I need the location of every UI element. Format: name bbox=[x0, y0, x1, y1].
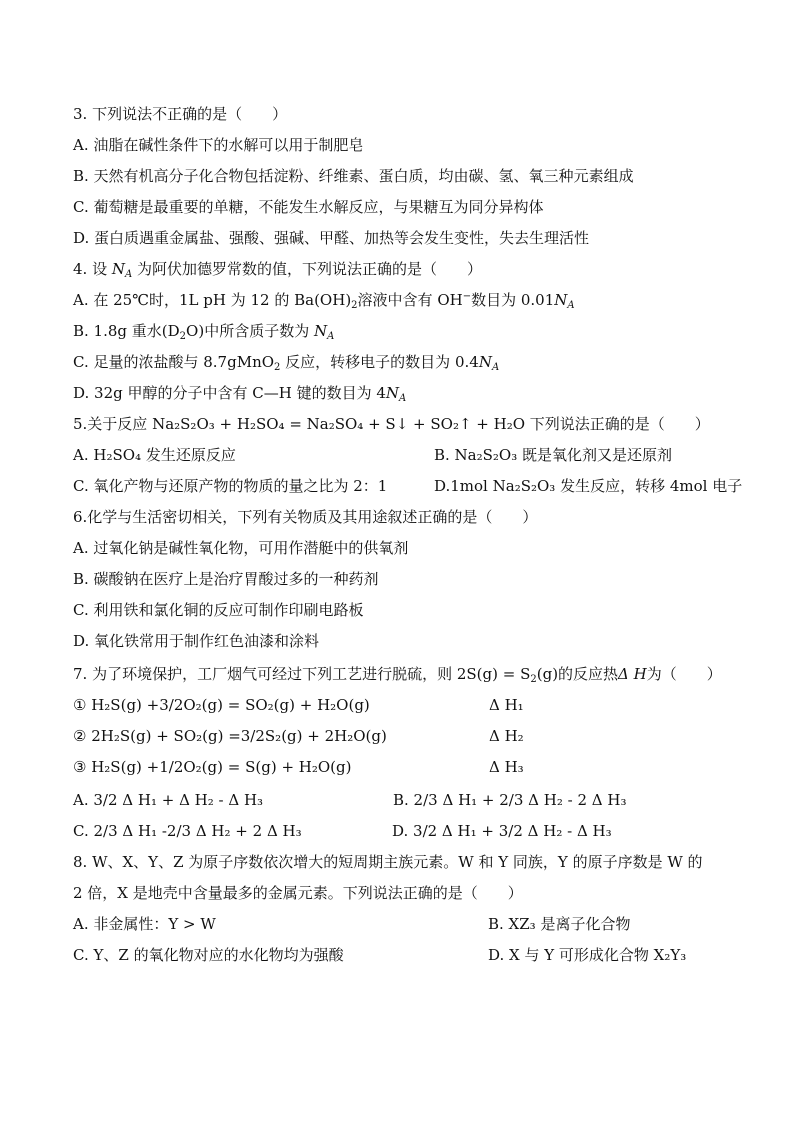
q7-option-c: C. 2/3 Δ H₁ -2/3 Δ H₂ + 2 Δ H₃ bbox=[73, 822, 302, 840]
q7-option-d: D. 3/2 Δ H₁ + 3/2 Δ H₂ - Δ H₃ bbox=[392, 822, 612, 840]
q4-option-c: C. 足量的浓盐酸与 8.7gMnO$_2$ 反应，转移电子的数目为 $0.4N_A$ bbox=[73, 353, 500, 373]
q7-option-a: A. 3/2 Δ H₁ + Δ H₂ - Δ H₃ bbox=[73, 791, 264, 809]
na-subscript: A bbox=[491, 362, 500, 373]
q4-a-part1: A. 在 25℃时，1L pH 为 12 的 Ba(OH) bbox=[73, 291, 352, 309]
q4-option-a: A. 在 25℃时，1L pH 为 12 的 $Ba(OH)_2$溶液中含有 OH−数目为 $0.01N_A$ bbox=[73, 291, 575, 311]
q7-delta-h2: Δ H₂ bbox=[489, 727, 524, 745]
q3-option-b: B. 天然有机高分子化合物包括淀粉、纤维素、蛋白质，均由碳、氢、氧三种元素组成 bbox=[73, 167, 634, 185]
q7-delta-h: Δ H bbox=[618, 665, 647, 683]
q5-option-a: A. H₂SO₄ 发生还原反应 bbox=[73, 446, 236, 464]
q4-option-d bbox=[73, 383, 406, 403]
q5-option-d: D.1mol Na₂S₂O₃ 发生反应，转移 4mol 电子 bbox=[434, 477, 743, 495]
na-symbol: N bbox=[385, 384, 400, 402]
na-symbol: N bbox=[554, 291, 568, 309]
q3-option-d: D. 蛋白质遇重金属盐、强酸、强碱、甲醛、加热等会发生变性，失去生理活性 bbox=[73, 229, 590, 247]
q4-stem-part1: 4. 设 bbox=[73, 260, 112, 278]
na-subscript: A bbox=[399, 393, 407, 404]
q8-option-b: B. XZ₃ 是离子化合物 bbox=[488, 915, 631, 933]
q4-b-part1: B. 1.8g 重水(D bbox=[73, 322, 180, 340]
q5-option-c: C. 氧化产物与还原产物的物质的量之比为 2：1 bbox=[73, 477, 388, 495]
q4-a-part2: 溶液中含有 OH bbox=[357, 291, 463, 309]
q3-stem: 3. 下列说法不正确的是（ ） bbox=[73, 105, 288, 123]
q8-option-d: D. X 与 Y 可形成化合物 X₂Y₃ bbox=[488, 946, 687, 964]
na-symbol: N bbox=[111, 260, 125, 278]
q7-option-b: B. 2/3 Δ H₁ + 2/3 Δ H₂ - 2 Δ H₃ bbox=[393, 791, 627, 809]
q8-option-c: C. Y、Z 的氧化物对应的水化物均为强酸 bbox=[73, 946, 344, 964]
q4-c-part2: 反应，转移电子的数目为 0.4 bbox=[280, 353, 479, 371]
q7-stem-part3: 为（ ） bbox=[646, 665, 722, 683]
q8-stem-line1: 8. W、X、Y、Z 为原子序数依次增大的短周期主族元素。W 和 Y 同族，Y 的原子序数是 W 的 bbox=[73, 853, 703, 871]
q4-c-part1: C. 足量的浓盐酸与 8.7gMnO bbox=[73, 353, 275, 371]
na-symbol: N bbox=[478, 353, 492, 371]
na-subscript: A bbox=[567, 300, 575, 311]
q7-delta-h1: Δ H₁ bbox=[489, 696, 524, 714]
q3-option-c: C. 葡萄糖是最重要的单糖，不能发生水解反应，与果糖互为同分异构体 bbox=[73, 198, 544, 216]
q4-stem bbox=[73, 259, 482, 279]
q8-option-a: A. 非金属性：Y > W bbox=[73, 915, 216, 933]
q3-option-a: A. 油脂在碱性条件下的水解可以用于制肥皂 bbox=[73, 136, 364, 154]
q4-a-part3: 数目为 0.01 bbox=[471, 291, 555, 309]
q6-option-b: B. 碳酸钠在医疗上是治疗胃酸过多的一种药剂 bbox=[73, 570, 379, 588]
q4-d-part1: D. 32g 甲醇的分子中含有 C—H 键的数目为 4 bbox=[73, 384, 386, 402]
na-subscript: A bbox=[327, 331, 335, 342]
q4-option-b: B. 1.8g 重水$(D_2O)$中所含质子数为 $N_A$ bbox=[73, 322, 335, 342]
q5-option-b: B. Na₂S₂O₃ 既是氧化剂又是还原剂 bbox=[434, 446, 673, 464]
q6-option-d: D. 氧化铁常用于制作红色油漆和涂料 bbox=[73, 632, 320, 650]
q8-stem-line2: 2 倍，X 是地壳中含量最多的金属元素。下列说法正确的是（ ） bbox=[73, 884, 523, 902]
q6-option-a: A. 过氧化钠是碱性氧化物，可用作潜艇中的供氧剂 bbox=[73, 539, 409, 557]
q7-stem-part2: (g)的反应热 bbox=[536, 665, 619, 683]
q7-delta-h3: Δ H₃ bbox=[489, 758, 524, 776]
q7-stem-part1: 7. 为了环境保护，工厂烟气可经过下列工艺进行脱硫，则 2S(g) = S bbox=[73, 665, 531, 683]
q5-stem: 5.关于反应 Na₂S₂O₃ + H₂SO₄ = Na₂SO₄ + S↓ + SO₂↑ + H₂O 下列说法正确的是（ ） bbox=[73, 415, 710, 433]
na-symbol: N bbox=[313, 322, 328, 340]
q7-reaction-1: ① H₂S(g) +3/2O₂(g) = SO₂(g) + H₂O(g) bbox=[73, 696, 370, 714]
q6-stem: 6.化学与生活密切相关，下列有关物质及其用途叙述正确的是（ ） bbox=[73, 508, 538, 526]
na-subscript: A bbox=[124, 269, 133, 280]
q4-stem-part2: 为阿伏加德罗常数的值，下列说法正确的是（ ） bbox=[132, 260, 482, 278]
q7-reaction-3: ③ H₂S(g) +1/2O₂(g) = S(g) + H₂O(g) bbox=[73, 758, 352, 776]
q6-option-c: C. 利用铁和氯化铜的反应可制作印刷电路板 bbox=[73, 601, 364, 619]
q7-reaction-2: ② 2H₂S(g) + SO₂(g) =3/2S₂(g) + 2H₂O(g) bbox=[73, 727, 387, 745]
q7-stem: 7. 为了环境保护，工厂烟气可经过下列工艺进行脱硫，则 $2S(g) = S_2(g)$的反应热Δ H为（ ） bbox=[73, 665, 722, 685]
q4-b-part2: O)中所含质子数为 bbox=[186, 322, 314, 340]
